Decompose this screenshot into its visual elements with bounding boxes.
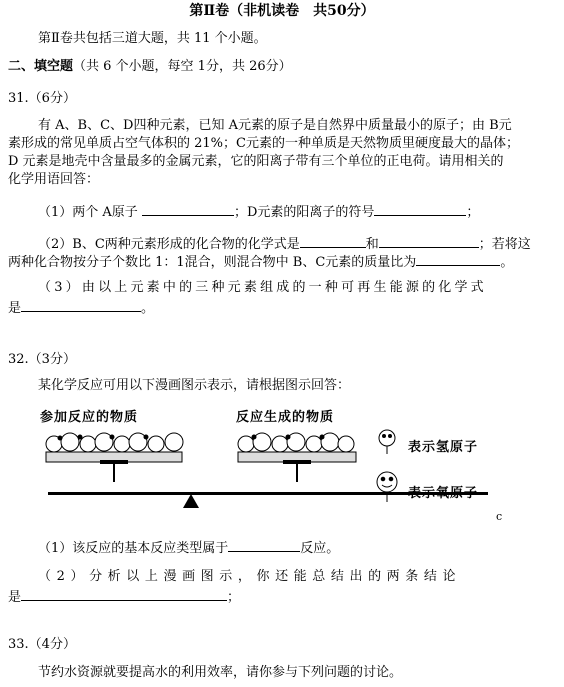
answer-blank[interactable] [379,234,479,248]
q32-stem: 某化学反应可用以下漫画图示表示，请根据图示回答： [38,378,351,393]
answer-blank[interactable] [300,234,366,248]
q33-stem: 节约水资源就要提高水的利用效率，请你参与下列问题的讨论。 [38,665,403,680]
q31-p2-text-d: 两种化合物按分子个数比 1：1混合，则混合物中 B、C元素的质量比为 [8,255,417,270]
oxygen-atom-icon [377,472,397,502]
q31-p3-text-b: 是 [8,301,22,316]
q31-part-2-line-2 [8,252,513,272]
q31-p2-text-c: ；若将这 [478,237,531,252]
answer-blank[interactable] [21,298,141,312]
q33-number: 33.（4分） [8,637,76,652]
q31-part-1 [38,202,479,222]
legend-oxygen: 表示氧原子 [408,486,479,501]
q31-stem-line-3: D 元素是地壳中含量最多的金属元素，它的阳离子带有三个单位的正电荷。请用相关的 [8,154,504,169]
right-caption: 反应生成的物质 [236,410,335,425]
answer-blank[interactable] [374,202,466,216]
answer-blank[interactable] [21,587,227,601]
section-label: 二、填空题 [8,59,74,74]
answer-blank[interactable] [142,202,234,216]
q32-p1-text-a: （1）该反应的基本反应类型属于 [38,541,229,556]
balance-scale-drawing [40,404,540,524]
q31-part-3-line-2 [8,298,154,318]
q32-p2-text-b: 是 [8,590,22,605]
page-title: 第Ⅱ卷（非机读卷 共50分） [189,3,375,19]
legend-hydrogen: 表示氢原子 [408,440,479,455]
section-heading [8,58,292,76]
q31-p1-text-b: ；D元素的阳离子的符号 [233,205,375,220]
q31-number: 31.（6分） [8,91,76,106]
q32-part-1 [38,538,339,558]
q31-p1-end: ； [466,205,480,220]
left-caption: 参加反应的物质 [40,410,139,425]
q31-stem-line-1: 有 A、B、C、D四种元素，已知 A元素的原子是自然界中质量最小的原子；由 B元 [38,118,512,133]
q31-stem-line-4: 化学用语回答： [8,172,100,187]
intro-text: 第Ⅱ卷共包括三道大题，共 11 个小题。 [38,31,267,46]
q32-part-2-line-2 [8,587,240,607]
fulcrum-icon [183,494,199,508]
q31-part-3-line-1: （3）由以上元素中的三种元素组成的一种可再生能源的化学式 [38,280,487,295]
q31-p2-text-a: （2）B、C两种元素形成的化合物的化学式是 [38,237,300,252]
answer-blank[interactable] [416,252,500,266]
product-molecules-icon [238,433,356,462]
section-note: （共 6 个小题，每空 1分，共 26分） [73,59,292,74]
q32-part-2-line-1: （2）分析以上漫画图示，你还能总结出的两条结论 [38,569,462,584]
hydrogen-atom-icon [379,430,395,454]
reaction-cartoon-figure [40,404,540,524]
q31-p2-text-b: 和 [365,237,379,252]
q31-part-2-line-1 [38,234,531,254]
reactant-molecules-icon [46,433,183,462]
q32-number: 32.（3分） [8,352,76,367]
q31-stem-line-2: 素形成的常见单质占空气体积的 21%；C元素的一种单质是天然物质里硬度最大的晶体； [8,136,519,151]
q32-p1-text-b: 反应。 [300,541,340,556]
q32-p2-end: ； [227,590,241,605]
q31-p2-end: 。 [500,255,514,270]
figure-corner-letter: c [496,510,504,523]
answer-blank[interactable] [228,538,300,552]
q31-p3-end: 。 [141,301,155,316]
q31-p1-text-a: （1）两个 A原子 [38,205,138,220]
